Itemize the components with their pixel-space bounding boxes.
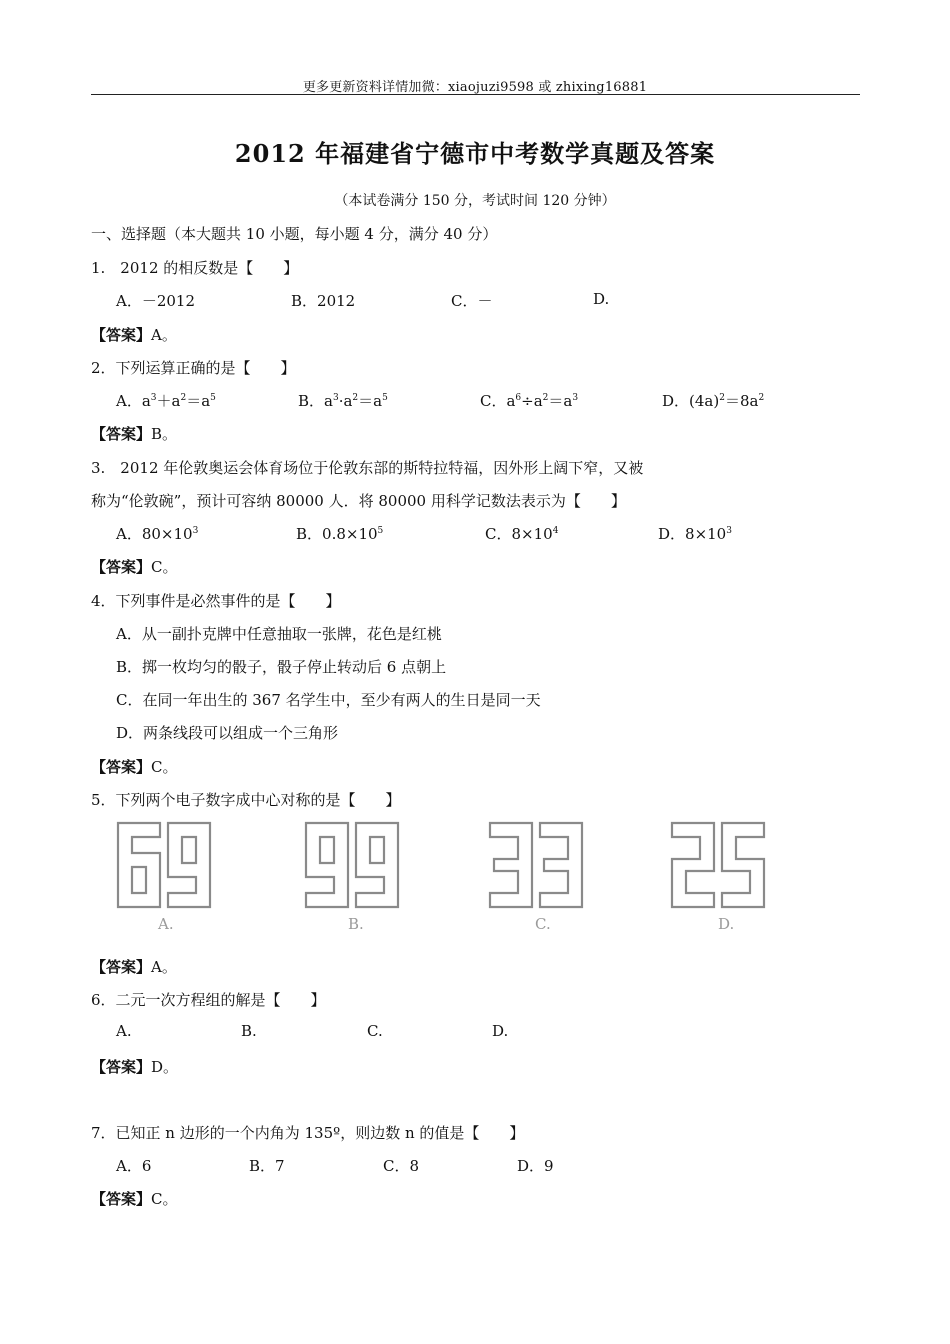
q4-option-a: A．从一副扑克牌中任意抽取一张牌，花色是红桃 bbox=[116, 625, 442, 643]
q6-stem: 6．二元一次方程组的解是【 】 bbox=[91, 991, 326, 1009]
q6-option-d: D. bbox=[492, 1022, 509, 1040]
q3-option-d: D．$8\times 10^3$ bbox=[658, 525, 732, 543]
q3-stem-line2: 称为“伦敦碗”，预计可容纳 80000 人．将 80000 用科学记数法表示为【 】 bbox=[91, 492, 626, 510]
q1-option-d: D. bbox=[593, 290, 610, 308]
q3-answer: 【答案】C。 bbox=[91, 558, 178, 576]
q3-option-b: B．$0.8\times 10^5$ bbox=[296, 525, 384, 543]
q2-option-b: B．$a^3\cdot a^2=a^5$ bbox=[298, 392, 388, 410]
q6-answer: 【答案】D。 bbox=[91, 1058, 179, 1076]
q2-answer: 【答案】B。 bbox=[91, 425, 178, 443]
q7-answer: 【答案】C。 bbox=[91, 1190, 178, 1208]
figure-c-label: C. bbox=[535, 915, 551, 933]
q3-stem-line1: 3. 2012 年伦敦奥运会体育场位于伦敦东部的斯特拉特福，因外形上阔下窄，又被 bbox=[91, 459, 644, 477]
q2-option-c: C．$a^6\div a^2=a^3$ bbox=[480, 392, 579, 410]
page-subtitle: （本试卷满分 150 分，考试时间 120 分钟） bbox=[334, 193, 616, 209]
q5-stem: 5．下列两个电子数字成中心对称的是【 】 bbox=[91, 791, 401, 809]
q3-option-a: A．$80\times 10^3$ bbox=[116, 525, 199, 543]
q1-option-b: B．2012 bbox=[291, 292, 356, 310]
q4-answer: 【答案】C。 bbox=[91, 758, 178, 776]
q2-option-a: A．$a^3+a^2=a^5$ bbox=[116, 392, 216, 410]
q4-option-d: D．两条线段可以组成一个三角形 bbox=[116, 724, 339, 742]
page-title: 2012 年福建省宁德市中考数学真题及答案 bbox=[234, 139, 716, 168]
q3-option-c: C．$8\times 10^4$ bbox=[485, 525, 559, 543]
q6-option-a: A. bbox=[116, 1022, 132, 1040]
figure-d-digits bbox=[672, 823, 764, 933]
figure-d-label: D. bbox=[718, 915, 735, 933]
q4-option-c: C．在同一年出生的 367 名学生中，至少有两人的生日是同一天 bbox=[116, 691, 541, 709]
figure-b-label: B. bbox=[348, 915, 364, 933]
figure-c-digits bbox=[490, 823, 582, 933]
q7-option-c: C．8 bbox=[383, 1157, 420, 1175]
section-heading: 一、选择题（本大题共 10 小题，每小题 4 分，满分 40 分） bbox=[91, 225, 498, 243]
q7-stem: 7．已知正 n 边形的一个内角为 135º，则边数 n 的值是【 】 bbox=[91, 1124, 525, 1142]
q4-option-b: B．掷一枚均匀的骰子，骰子停止转动后 6 点朝上 bbox=[116, 658, 447, 676]
electronic-digits-figure bbox=[110, 815, 800, 940]
q4-stem: 4．下列事件是必然事件的是【 】 bbox=[91, 592, 341, 610]
answer-label: 【答案】 bbox=[91, 326, 152, 344]
q6-option-c: C. bbox=[367, 1022, 383, 1040]
q1-option-c: C．－ bbox=[451, 292, 493, 310]
q2-stem: 2．下列运算正确的是【 】 bbox=[91, 359, 296, 377]
figure-a-label: A. bbox=[158, 915, 174, 933]
figure-b-digits bbox=[306, 823, 398, 933]
q1-option-a: A．－2012 bbox=[116, 292, 196, 310]
q6-option-b: B. bbox=[241, 1022, 257, 1040]
header-rule bbox=[91, 94, 860, 95]
q7-option-a: A．6 bbox=[116, 1157, 152, 1175]
q5-answer: 【答案】A。 bbox=[91, 958, 177, 976]
header-note: 更多更新资料详情加微：xiaojuzi9598 或 zhixing16881 bbox=[302, 80, 648, 95]
q1-stem: 1. 2012 的相反数是【 】 bbox=[91, 259, 299, 277]
q1-answer bbox=[91, 324, 177, 345]
q7-option-d: D．9 bbox=[517, 1157, 554, 1175]
figure-a-digits bbox=[118, 823, 210, 933]
q1-answer-value: A。 bbox=[151, 326, 177, 344]
q7-option-b: B．7 bbox=[249, 1157, 285, 1175]
q2-option-d: D．$(4a)^2=8a^2$ bbox=[662, 392, 765, 410]
